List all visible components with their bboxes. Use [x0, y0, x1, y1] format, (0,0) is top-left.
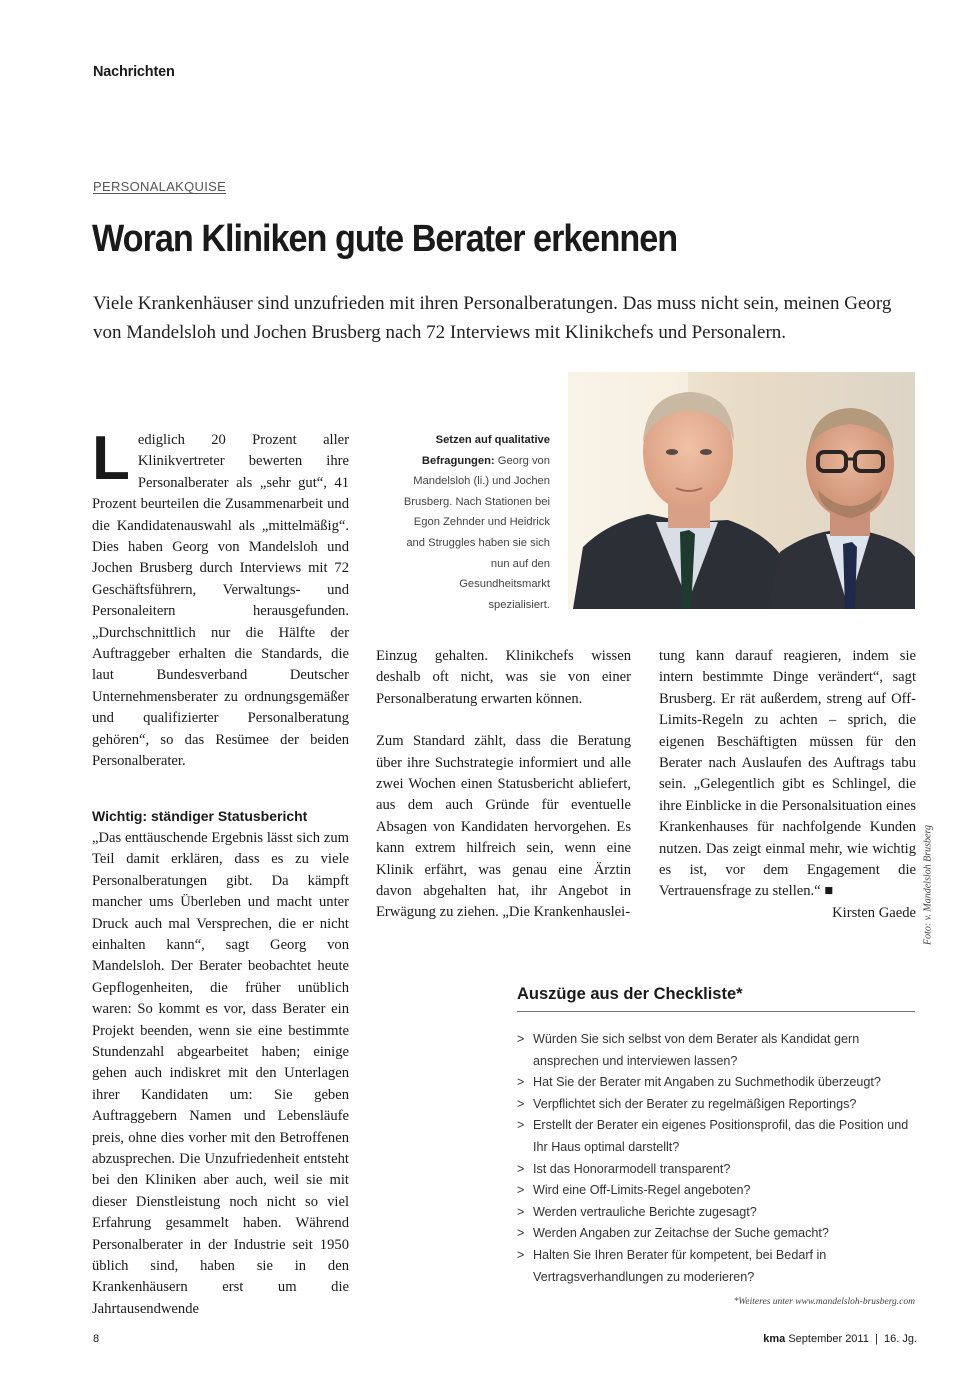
- checklist-item-text: Würden Sie sich selbst von dem Berater als Kandidat gern ansprechen und interviewen lassen?: [533, 1032, 860, 1068]
- intro-text: ediglich 20 Prozent aller Klinikvertreter bewerten ihre Personalberater als „sehr gut“, 41 Prozent beurteilen die Zusammenarbeit und die Kandidatenauswahl als „mittelmäßig“. Dies haben Georg von Mandelsloh und Jochen Brusberg durch Interviews mit 72 Geschäftsführern, Verwaltungs- und Personaleitern herausgefunden. „Durchschnittlich nur die Hälfte der Auftraggeber erhalten die Standards, die laut Bundesverband Deutscher Unternehmensberater zu ordnungsgemäßer und qualifizierter Personalberatung gehören“, so das Resümee der beiden Personalberater.: [92, 432, 349, 770]
- chevron-right-icon: >: [517, 1032, 525, 1046]
- body-paragraph: [659, 646, 916, 903]
- issue-info: [763, 1333, 917, 1345]
- drop-cap: L: [92, 424, 130, 493]
- checklist-item: [517, 1202, 915, 1224]
- body-paragraph: „Das enttäuschende Ergebnis lässt sich zum Teil damit erklären, dass es zu viele Personalberatungen gibt. Da kämpft mancher ums Überleben und macht unter Druck auch mal Versprechen, die er nicht einhalten kann“, sagt Georg von Mandelsloh. Der Berater beobachtet heute Gepflogenheiten, die früher unüblich waren: So kommt es vor, dass Berater ein Projekt beenden, wenn sie eine bestimmte Stundenzahl abgearbeitet haben; einige gehen auch indiskret mit den Unterlagen ihrer Kandidaten um: Sie geben Auftraggebern Namen und Lebensläufe preis, ohne dies vorher mit den Betroffenen abzusprechen. Die Unzufriedenheit entsteht bei den Kliniken aber auch, weil sie mit dieser Dienstleistung noch nicht so viel Erfahrung gesammelt haben. Während Personalberater in der Industrie seit 1950 üblich sind, haben sie in den Krankenhäusern erst um die Jahrtausendwende: [92, 829, 349, 1317]
- chevron-right-icon: >: [517, 1183, 525, 1198]
- checklist-item: [517, 1029, 915, 1072]
- article-column-3: [659, 646, 916, 924]
- checklist-item: [517, 1180, 915, 1202]
- footer-separator: |: [874, 1333, 878, 1345]
- chevron-right-icon: >: [517, 1096, 525, 1111]
- body-paragraph: Zum Standard zählt, dass die Beratung über ihre Suchstrategie informiert und alle zwei Wochen einen Statusbericht abliefert, aus dem auch Gründe für eventuelle Absagen von Kandidaten hervorgehen. Es kann extrem hilfreich sein, wenn eine Klinik erfährt, was genau eine Ärztin davon abgehalten hat, ihr Angebot in Erwägung zu ziehen. „Die Krankenhauslei-: [376, 733, 631, 921]
- chevron-right-icon: >: [517, 1118, 525, 1133]
- checklist-item-text: Werden Angaben zur Zeitachse der Suche gemacht?: [533, 1226, 829, 1241]
- checklist-item: [517, 1115, 915, 1158]
- checklist-title: Auszüge aus der Checkliste*: [517, 985, 915, 1012]
- checklist-item-text: Halten Sie Ihren Berater für kompetent, bei Bedarf in Vertragsverhandlungen zu moderieren?: [533, 1247, 827, 1284]
- article-lead: Viele Krankenhäuser sind unzufrieden mit ihren Personalberatungen. Das muss nicht sein, meinen Georg von Mandelsloh und Jochen Brusberg nach 72 Interviews mit Klinikchefs und Personalern.: [93, 293, 892, 343]
- checklist-item-text: Werden vertrauliche Berichte zugesagt?: [533, 1204, 757, 1219]
- volume: 16. Jg.: [883, 1333, 917, 1345]
- chevron-right-icon: >: [517, 1161, 525, 1176]
- article-column-1: [92, 424, 349, 1320]
- checklist-item: [517, 1072, 915, 1094]
- checklist-item-text: Ist das Honorarmodell transparent?: [533, 1161, 731, 1176]
- chevron-right-icon: >: [517, 1075, 525, 1090]
- portrait-photo-image: [568, 372, 915, 609]
- article-headline: Woran Kliniken gute Berater erkennen: [92, 218, 678, 260]
- checklist-item: [517, 1094, 915, 1116]
- intro-paragraph: [92, 424, 349, 773]
- page-number: 8: [93, 1333, 100, 1345]
- checklist-footnote: *Weiteres unter www.mandelsloh-brusberg.com: [733, 1297, 915, 1308]
- end-mark: ■: [824, 883, 834, 900]
- checklist-item: [517, 1245, 915, 1288]
- chevron-right-icon: >: [517, 1226, 525, 1241]
- photo-credit-text: Foto: v. Mandelsloh Brusberg: [922, 825, 934, 945]
- body-paragraph: Einzug gehalten. Klinikchefs wissen deshalb oft nicht, was sie von einer Personalberatung erwarten können.: [376, 648, 631, 707]
- caption-lead: Setzen auf qualitative Befragungen:: [421, 434, 550, 467]
- chevron-right-icon: >: [517, 1247, 525, 1262]
- magazine-logo: kma: [763, 1333, 786, 1345]
- caption-text: Georg von Mandelsloh (li.) und Jochen Brusberg. Nach Stationen bei Egon Zehnder und Heidrick and Struggles haben sie sich nun auf den Gesundheitsmarkt spezialisiert.: [403, 454, 550, 611]
- checklist-item-text: Erstellt der Berater ein eigenes Positionsprofil, das die Position und Ihr Haus optimal darstellt?: [533, 1118, 909, 1154]
- checklist-item-text: Hat Sie der Berater mit Angaben zu Suchmethodik überzeugt?: [533, 1075, 881, 1090]
- chevron-right-icon: >: [517, 1204, 525, 1219]
- photo-credit: [918, 805, 938, 965]
- photo-caption: [398, 430, 550, 615]
- portrait-photo: [568, 372, 915, 609]
- checklist-box: [517, 985, 915, 1307]
- checklist-item: [517, 1223, 915, 1245]
- checklist-list: [517, 1029, 915, 1288]
- article-subhead: Wichtig: ständiger Statusbericht: [92, 807, 308, 824]
- section-label: Nachrichten: [93, 64, 175, 80]
- author-name: Kirsten Gaede: [832, 904, 916, 921]
- article-column-2: [376, 646, 631, 924]
- issue-date: September 2011: [788, 1333, 869, 1345]
- checklist-item: [517, 1159, 915, 1181]
- checklist-item-text: Wird eine Off-Limits-Regel angeboten?: [533, 1183, 751, 1198]
- checklist-item-text: Verpflichtet sich der Berater zu regelmäßigen Reportings?: [533, 1096, 857, 1111]
- article-kicker: PERSONALAKQUISE: [93, 179, 227, 194]
- body-text: tung kann darauf reagieren, indem sie intern bestimmte Dinge verändert“, sagt Brusberg. Er rät außerdem, streng auf Off-Limits-Regeln zu achten – sprich, die eigenen Beschäftigten müssen für den Berater nach Auslaufen des Auftrags tabu sein. „Gelegentlich gibt es Schlingel, die ihre Einblicke in die Personalsituation eines Krankenhauses für nachfolgende Kunden nutzen. Das zeigt einmal mehr, wie wichtig es ist, vor dem Engagement die Vertrauensfrage zu stellen.“: [659, 648, 916, 900]
